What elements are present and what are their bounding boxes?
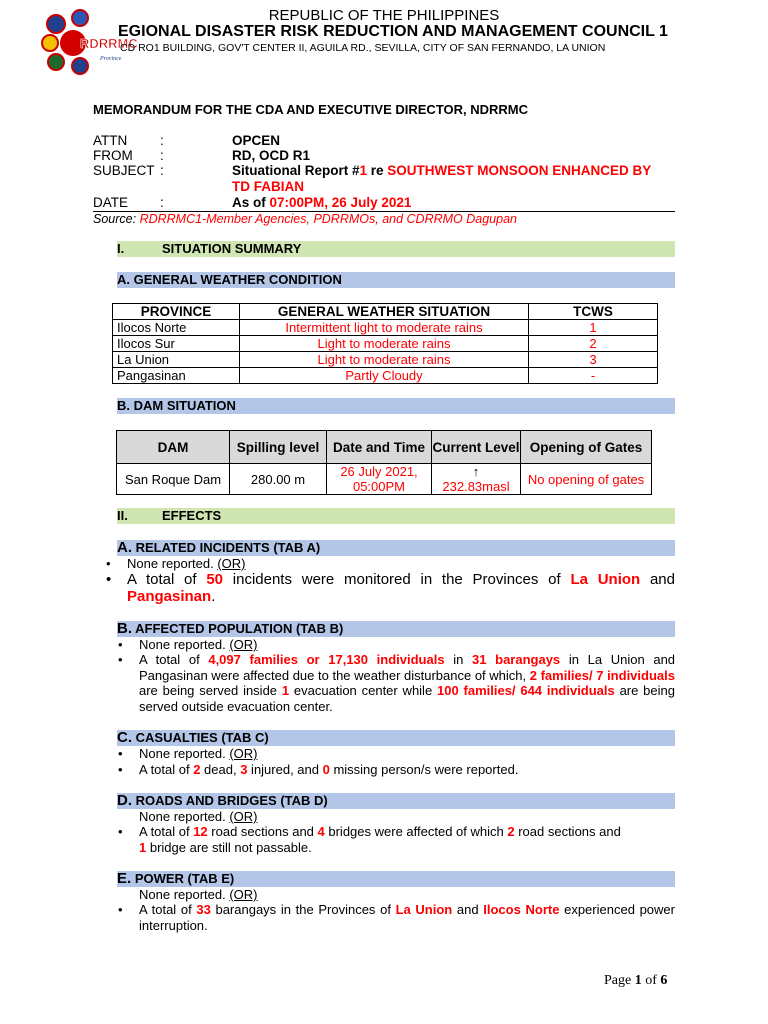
section-title: POWER (TAB E) [134, 871, 235, 886]
section-title: SITUATION SUMMARY [162, 241, 302, 256]
province-cell: Ilocos Norte [113, 320, 240, 336]
roads-detail: • A total of 12 road sections and 4 bridges were affected of which 2 road sections and 1 bridge are still not passable. [118, 824, 621, 855]
province-cell: Pangasinan [113, 368, 240, 384]
source-value: RDRRMC1-Member Agencies, PDRRMOs, and CDRRMO Dagupan [139, 212, 517, 226]
source-label: Source: [93, 212, 140, 226]
bullet: • [118, 762, 123, 777]
council-heading: EGIONAL DISASTER RISK REDUCTION AND MANAGEMENT COUNCIL 1 [118, 23, 668, 40]
subject-label: SUBJECT [93, 163, 155, 178]
casualties-detail: • A total of 2 dead, 3 injured, and 0 missing person/s were reported. [118, 762, 519, 777]
level-value: 232.83masl [442, 479, 510, 494]
from-colon: : [160, 148, 164, 163]
population-detail: • A total of 4,097 families or 17,130 individuals in 31 barangays in La Union and Pangasinan were affected due to the weather disturbance of which, 2 families/ 7 individuals are being served inside 1 evacuation center while 100 families/ 644 individuals are being served outside evacuation center. [118, 652, 676, 714]
bullet: • [118, 652, 123, 667]
bullet: • [118, 637, 123, 652]
gates-cell: No opening of gates [521, 464, 652, 495]
section-casualties [117, 730, 675, 746]
subject-re: re [367, 163, 388, 178]
table-row [113, 336, 658, 352]
incidents-detail: • A total of 50 incidents were monitored in the Provinces of La Union and Pangasinan. [106, 571, 675, 605]
date-datetime: 07:00PM, 26 July 2021 [269, 195, 412, 210]
section-title: CASUALTIES (TAB C) [135, 730, 269, 745]
population-none: • None reported. (OR) [118, 637, 258, 652]
date-label: DATE [93, 195, 129, 210]
logo-subtext: Province [100, 56, 122, 62]
or-marker: (OR) [229, 887, 258, 902]
subject-number: 1 [359, 163, 368, 178]
section-number: II. [117, 508, 128, 523]
bullet: • [118, 746, 123, 761]
section-dam: B. DAM SITUATION [117, 398, 675, 414]
weather-table [112, 303, 658, 384]
header-spilling: Spilling level [230, 431, 327, 464]
section-title: RELATED INCIDENTS (TAB A) [135, 540, 321, 555]
table-row [117, 464, 652, 495]
or-marker: (OR) [229, 637, 258, 652]
current-level-cell [432, 464, 521, 495]
weather-cell: Light to moderate rains [240, 336, 529, 352]
date-colon: : [160, 195, 164, 210]
weather-cell: Intermittent light to moderate rains [240, 320, 529, 336]
section-power [117, 871, 675, 887]
tcws-cell: - [529, 368, 658, 384]
dam-table [116, 430, 652, 495]
or-marker: (OR) [217, 556, 246, 571]
table-header-row [117, 431, 652, 464]
from-label: FROM [93, 148, 133, 163]
bullet: • [106, 556, 111, 571]
or-marker: (OR) [229, 809, 258, 824]
header-province: PROVINCE [113, 304, 240, 320]
weather-cell: Light to moderate rains [240, 352, 529, 368]
power-none: None reported. (OR) [139, 887, 258, 902]
subject-line2: TD FABIAN [232, 179, 304, 194]
council-address: CD RO1 BUILDING, GOV'T CENTER II, AGUILA RD., SEVILLA, CITY OF SAN FERNANDO, LA UNION [120, 42, 606, 54]
bullet: • [118, 824, 123, 839]
subject-prefix: Situational Report # [232, 163, 360, 178]
header-datetime: Date and Time [327, 431, 432, 464]
date-prefix: As of [232, 195, 270, 210]
province-cell: La Union [113, 352, 240, 368]
incidents-none: • None reported. (OR) [106, 556, 246, 571]
table-row [113, 320, 658, 336]
date-value [232, 195, 411, 210]
table-row [113, 352, 658, 368]
tcws-cell: 2 [529, 336, 658, 352]
spilling-cell: 280.00 m [230, 464, 327, 495]
subject-colon: : [160, 163, 164, 178]
section-affected-population [117, 621, 675, 637]
tcws-cell: 3 [529, 352, 658, 368]
section-letter: D. [117, 792, 132, 809]
section-title: AFFECTED POPULATION (TAB B) [135, 621, 344, 636]
section-situation-summary [117, 241, 675, 257]
section-roads-bridges [117, 793, 675, 809]
section-number: I. [117, 241, 125, 256]
attn-value: OPCEN [232, 133, 281, 148]
weather-cell: Partly Cloudy [240, 368, 529, 384]
or-marker: (OR) [229, 746, 258, 761]
header-dam: DAM [117, 431, 230, 464]
casualties-none: • None reported. (OR) [118, 746, 258, 761]
roads-none: None reported. (OR) [139, 809, 258, 824]
section-title: EFFECTS [162, 508, 222, 523]
section-related-incidents [117, 540, 675, 556]
section-letter: C. [117, 729, 132, 746]
section-effects [117, 508, 675, 524]
header-weather: GENERAL WEATHER SITUATION [240, 304, 529, 320]
section-letter: A. [117, 539, 132, 556]
header-current-level: Current Level [432, 431, 521, 464]
power-detail: • A total of 33 barangays in the Provinces of La Union and Ilocos Norte experienced power interruption. [118, 902, 675, 933]
section-letter: E. [117, 870, 132, 887]
table-header-row [113, 304, 658, 320]
source-line [93, 212, 517, 226]
section-weather: A. GENERAL WEATHER CONDITION [117, 272, 675, 288]
republic-heading: REPUBLIC OF THE PHILIPPINES [268, 7, 500, 24]
subject-line1: SOUTHWEST MONSOON ENHANCED BY [387, 163, 652, 178]
bullet: • [106, 571, 112, 588]
logo-text: RDRRMC [80, 36, 138, 51]
header-tcws: TCWS [529, 304, 658, 320]
table-row [113, 368, 658, 384]
section-title: ROADS AND BRIDGES (TAB D) [135, 793, 328, 808]
tcws-cell: 1 [529, 320, 658, 336]
province-cell: Ilocos Sur [113, 336, 240, 352]
level-up-arrow-icon: ↑ [472, 464, 480, 479]
bullet: • [118, 902, 123, 917]
page-number: Page 1 of 6 [604, 973, 668, 988]
datetime-cell: 26 July 2021, 05:00PM [327, 464, 432, 495]
memo-title: MEMORANDUM FOR THE CDA AND EXECUTIVE DIRECTOR, NDRRMC [93, 102, 529, 117]
subject-value [232, 163, 677, 195]
section-letter: B. [117, 620, 132, 637]
attn-label: ATTN [93, 133, 128, 148]
from-value: RD, OCD R1 [232, 148, 311, 163]
header-gates: Opening of Gates [521, 431, 652, 464]
dam-name-cell: San Roque Dam [117, 464, 230, 495]
attn-colon: : [160, 133, 164, 148]
